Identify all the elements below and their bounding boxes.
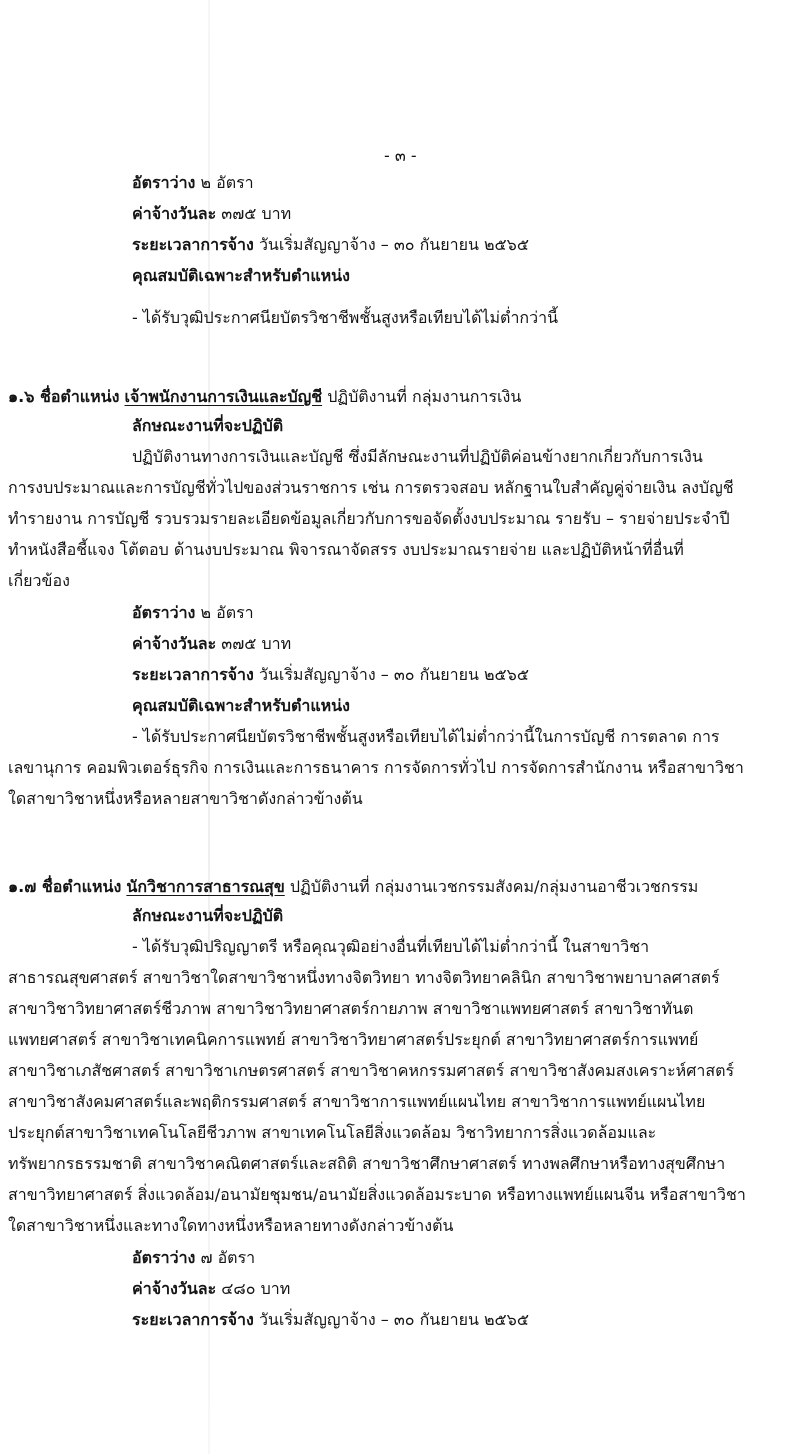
wage-label: ค่าจ้างวันละ (132, 1279, 217, 1298)
section-16-prefix: ๑.๖ ชื่อตำแหน่ง (8, 387, 120, 406)
section-16-duty-line: ปฏิบัติงานทางการเงินและบัญชี ซึ่งมีลักษณะงานที่ปฏิบัติค่อนข้างยากเกี่ยวกับการเงิน (132, 447, 703, 466)
section-17-duty-line: ทรัพยากรธรรมชาติ สาขาวิชาคณิตศาสตร์และสถิติ สาขาวิชาศึกษาศาสตร์ ทางพลศึกษาหรือทางสุขศึกษา (8, 1154, 726, 1173)
section-17-title: นักวิชาการสาธารณสุข (126, 877, 285, 896)
section-16-vacancies-row (132, 598, 254, 628)
section-16-qualification-line: - ได้รับประกาศนียบัตรวิชาชีพชั้นสูงหรือเทียบได้ไม่ต่ำกว่านี้ในการบัญชี การตลาด การ (132, 727, 720, 746)
section-17-duty-heading: ลักษณะงานที่จะปฏิบัติ (132, 906, 284, 925)
section-16-title: เจ้าพนักงานการเงินและบัญชี (124, 387, 323, 406)
qualification-heading: คุณสมบัติเฉพาะสำหรับตำแหน่ง (132, 266, 350, 285)
vacancies-value: ๒ อัตรา (200, 603, 254, 622)
wage-value: ๓๗๕ บาท (221, 204, 292, 223)
wage-value: ๔๘๐ บาท (221, 1279, 291, 1298)
section-16-duty-line: ทำหนังสือชี้แจง โต้ตอบ ด้านงบประมาณ พิจารณาจัดสรร งบประมาณรายจ่าย และปฏิบัติหน้าที่อื่นที่ (8, 540, 684, 559)
duration-value: วันเริ่มสัญญาจ้าง – ๓๐ กันยายน ๒๕๖๕ (258, 665, 529, 684)
vacancies-value: ๗ อัตรา (200, 1248, 256, 1267)
section-17-duty-line: ประยุกต์สาขาวิชาเทคโนโลยีชีวภาพ สาขาเทคโนโลยีสิ่งแวดล้อม วิชาวิทยาการสิ่งแวดล้อมและ (8, 1123, 657, 1142)
section-16-wage-row (132, 629, 291, 659)
section-16-duty-line: การงบประมาณและการบัญชีทั่วไปของส่วนราชการ เช่น การตรวจสอบ หลักฐานใบสำคัญคู่จ่ายเงิน ลงบัญชี (8, 478, 734, 497)
section-17-duty-line: แพทยศาสตร์ สาขาวิชาเทคนิคการแพทย์ สาขาวิชาวิทยาศาสตร์ประยุกต์ สาขาวิทยาศาสตร์การแพทย์ (8, 1030, 699, 1049)
vacancies-label: อัตราว่าง (132, 1248, 196, 1267)
section-17-duty-line: สาธารณสุขศาสตร์ สาขาวิชาใดสาขาวิชาหนึ่งทางจิตวิทยา ทางจิตวิทยาคลินิก สาขาวิชาพยาบาลศาสตร์ (8, 968, 720, 987)
page-number: - ๓ - (384, 146, 417, 165)
section-16-workplace: ปฏิบัติงานที่ กลุ่มงานการเงิน (327, 387, 522, 406)
section-16-qualification-line: เลขานุการ คอมพิวเตอร์ธุรกิจ การเงินและการธนาคาร การจัดการทั่วไป การจัดการสำนักงาน หรือสาขาวิชา (8, 758, 744, 777)
section-17-workplace: ปฏิบัติงานที่ กลุ่มงานเวชกรรมสังคม/กลุ่มงานอาชีวเวชกรรม (289, 877, 699, 896)
section-17-prefix: ๑.๗ ชื่อตำแหน่ง (8, 877, 122, 896)
duration-label: ระยะเวลาการจ้าง (132, 665, 254, 684)
section-16-qualification-heading: คุณสมบัติเฉพาะสำหรับตำแหน่ง (132, 696, 350, 715)
section-17-heading (8, 872, 698, 902)
duration-label: ระยะเวลาการจ้าง (132, 235, 254, 254)
section-17-duty-line: สาขาวิทยาศาสตร์ สิ่งแวดล้อม/อนามัยชุมชน/อนามัยสิ่งแวดล้อมระบาด หรือทางแพทย์แผนจีน หรือสาขาวิชา (8, 1185, 746, 1204)
vacancies-label: อัตราว่าง (132, 603, 196, 622)
wage-value: ๓๗๕ บาท (221, 634, 292, 653)
qualification-text: - ได้รับวุฒิประกาศนียบัตรวิชาชีพชั้นสูงหรือเทียบได้ไม่ต่ำกว่านี้ (132, 308, 559, 327)
duration-row (132, 230, 529, 260)
section-16-duty-heading: ลักษณะงานที่จะปฏิบัติ (132, 416, 284, 435)
wage-row (132, 199, 291, 229)
vacancies-value: ๒ อัตรา (200, 173, 254, 192)
section-16-duty-line: เกี่ยวข้อง (8, 571, 70, 590)
vacancies-label: อัตราว่าง (132, 173, 196, 192)
section-16-duty-line: ทำรายงาน การบัญชี รวบรวมรายละเอียดข้อมูลเกี่ยวกับการขอจัดตั้งงบประมาณ รายรับ – รายจ่ายประจำปี (8, 509, 730, 528)
section-17-duty-line: สาขาวิชาเภสัชศาสตร์ สาขาวิชาเกษตรศาสตร์ สาขาวิชาคหกรรมศาสตร์ สาขาวิชาสังคมสงเคราะห์ศาสตร์ (8, 1061, 735, 1080)
duration-value: วันเริ่มสัญญาจ้าง – ๓๐ กันยายน ๒๕๖๕ (258, 235, 529, 254)
duration-value: วันเริ่มสัญญาจ้าง – ๓๐ กันยายน ๒๕๖๕ (258, 1310, 529, 1329)
wage-label: ค่าจ้างวันละ (132, 204, 217, 223)
section-17-duty-line: ใดสาขาวิชาหนึ่งและทางใดทางหนึ่งหรือหลายทางดังกล่าวข้างต้น (8, 1216, 454, 1235)
duration-label: ระยะเวลาการจ้าง (132, 1310, 254, 1329)
section-16-qualification-line: ใดสาขาวิชาหนึ่งหรือหลายสาขาวิชาดังกล่าวข้างต้น (8, 789, 363, 808)
section-17-duty-line: สาขาวิชาวิทยาศาสตร์ชีวภาพ สาขาวิชาวิทยาศาสตร์กายภาพ สาขาวิชาแพทยศาสตร์ สาขาวิชาทันต (8, 999, 694, 1018)
section-16-duration-row (132, 660, 529, 690)
section-17-duration-row (132, 1305, 529, 1335)
section-17-duty-line: สาขาวิชาสังคมศาสตร์และพฤติกรรมศาสตร์ สาขาวิชาการแพทย์แผนไทย สาขาวิชาการแพทย์แผนไทย (8, 1092, 706, 1111)
section-16-heading (8, 382, 521, 412)
section-17-vacancies-row (132, 1243, 255, 1273)
vacancies-row (132, 168, 254, 198)
section-17-wage-row (132, 1274, 290, 1304)
wage-label: ค่าจ้างวันละ (132, 634, 217, 653)
section-17-duty-line: - ได้รับวุฒิปริญญาตรี หรือคุณวุฒิอย่างอื่นที่เทียบได้ไม่ต่ำกว่านี้ ในสาขาวิชา (132, 937, 650, 956)
